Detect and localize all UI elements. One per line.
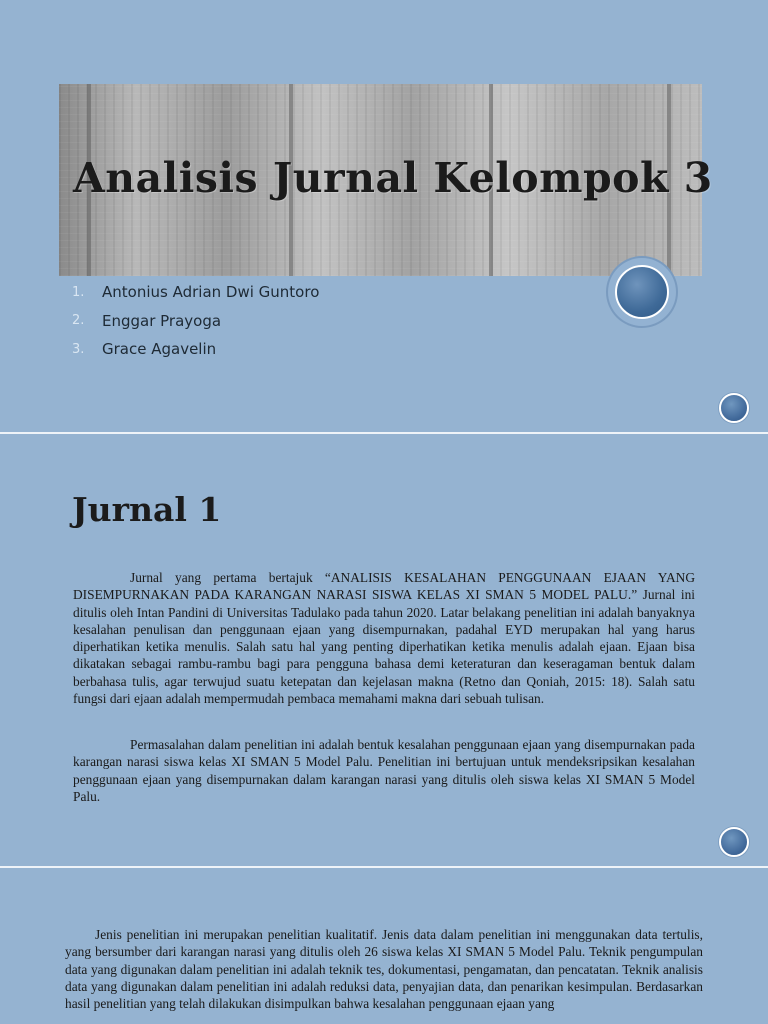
member-name: Grace Agavelin xyxy=(102,340,217,359)
slide-title: Analisis Jurnal Kelompok 3 xyxy=(73,154,713,202)
member-name: Antonius Adrian Dwi Guntoro xyxy=(102,283,320,302)
list-item xyxy=(72,335,319,364)
list-number: 2. xyxy=(72,313,85,329)
paragraph: Jenis penelitian ini merupakan penelitian kualitatif. Jenis data dalam penelitian ini menggunakan data tertulis, yang bersumber dari karangan narasi yang ditulis oleh 26 siswa kelas XI SMAN 5 Model Palu. Teknik pengumpulan data yang digunakan dalam penelitian ini adalah teknik tes, dokumentasi, pengamatan, dan pencatatan. Teknik analisis data yang digunakan dalam penelitian ini adalah reduksi data, penyajian data, dan penarikan kesimpulan. Berdasarkan hasil penelitian yang telah dilakukan disimpulkan bahwa kesalahan penggunaan ejaan yang xyxy=(65,927,703,1012)
decorative-circle-icon xyxy=(719,827,749,857)
decorative-circle-icon xyxy=(608,258,676,326)
slide-2 xyxy=(0,434,768,866)
list-item xyxy=(72,278,319,307)
slide-1 xyxy=(0,0,768,432)
list-number: 1. xyxy=(72,284,85,300)
member-name: Enggar Prayoga xyxy=(102,311,222,330)
member-list xyxy=(72,278,319,364)
list-item xyxy=(72,307,319,336)
list-number: 3. xyxy=(72,341,85,357)
decorative-circle-icon xyxy=(719,393,749,423)
paragraph: Jurnal yang pertama bertajuk “ANALISIS KESALAHAN PENGGUNAAN EJAAN YANG DISEMPURNAKAN PADA KARANGAN NARASI SISWA KELAS XI SMAN 5 MODEL PALU.” Jurnal ini ditulis oleh Intan Pandini di Universitas Tadulako pada tahun 2020. Latar belakang penelitian ini adalah banyaknya kesalahan penulisan dan penggunaan ejaan yang disempurnakan, padahal EYD merupakan hal yang harus diperhatikan ketika menulis. Salah satu hal yang penting diperhatikan ketika menulis adalah ejaan. Ejaan bisa dikatakan sebagai rambu-rambu bagi para pengguna bahasa demi keteraturan dan keseragaman bentuk dalam berbahasa tulis, agar terwujud suatu ketepatan dan kejelasan makna (Retno dan Qoniah, 2015: 18). Salah satu fungsi dari ejaan adalah mempermudah pembaca memahami makna dari sebuah tulisan. xyxy=(73,570,695,707)
slide-3 xyxy=(0,868,768,1024)
paragraph: Permasalahan dalam penelitian ini adalah bentuk kesalahan penggunaan ejaan yang disempurnakan pada karangan narasi siswa kelas XI SMAN 5 Model Palu. Penelitian ini bertujuan untuk mendeksripsikan kesalahan penggunaan ejaan yang disempurnakan dalam karangan narasi yang ditulis oleh siswa kelas XI SMAN 5 Model Palu. xyxy=(73,737,695,804)
slide-title: Jurnal 1 xyxy=(72,490,222,529)
title-banner xyxy=(59,84,713,276)
